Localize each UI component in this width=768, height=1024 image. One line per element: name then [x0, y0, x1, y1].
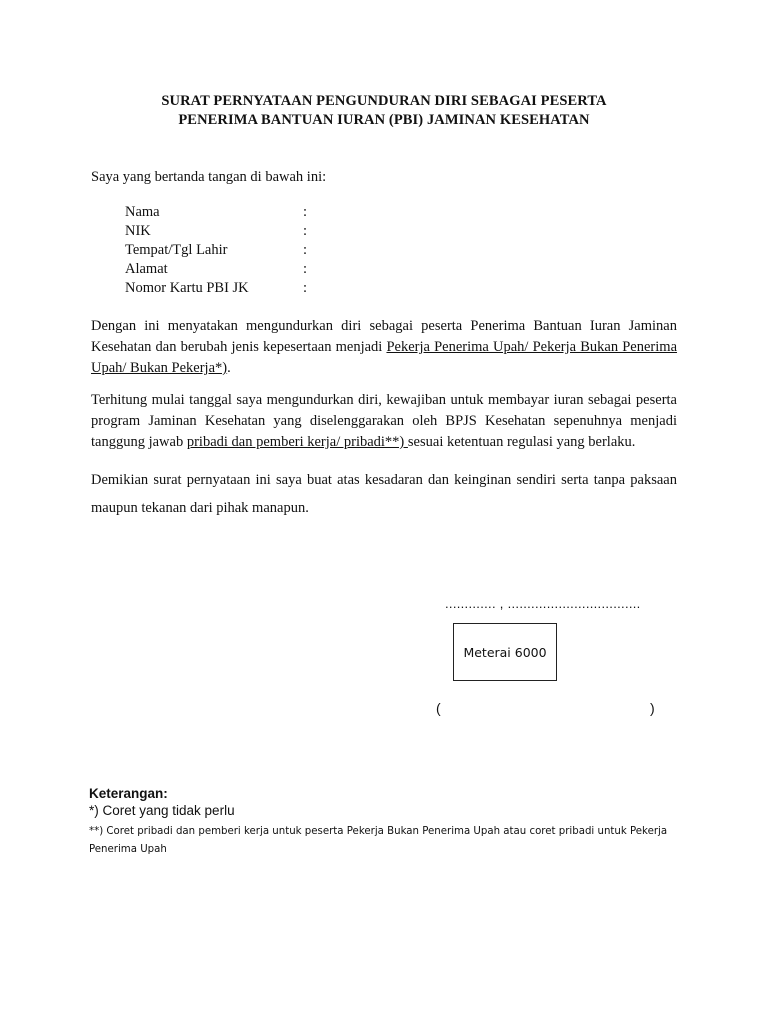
field-label: NIK — [125, 223, 151, 239]
identity-fields — [125, 204, 325, 299]
underlined-membership-options: Pekerja Penerima Upah/ Pekerja Bukan Penerima Upah/ Bukan Pekerja*) — [91, 339, 678, 376]
document-title-line-1: SURAT PERNYATAAN PENGUNDURAN DIRI SEBAGAI PESERTA — [161, 93, 607, 109]
note-1: *) Coret yang tidak perlu — [89, 803, 235, 818]
field-colon: : — [303, 204, 308, 220]
field-row-nomor-kartu — [125, 280, 325, 299]
field-label: Alamat — [125, 261, 168, 277]
field-row-nama — [125, 204, 325, 223]
paragraph-text: . — [227, 360, 231, 376]
field-colon: : — [303, 280, 308, 296]
field-label: Nomor Kartu PBI JK — [125, 280, 249, 296]
paragraph-obligation — [91, 390, 677, 453]
field-label: Tempat/Tgl Lahir — [125, 242, 228, 258]
field-row-tempat-tgl-lahir — [125, 242, 325, 261]
field-colon: : — [303, 242, 308, 258]
paragraph-text: Dengan ini menyatakan mengundurkan diri sebagai peserta Penerima Bantuan Iuran Jaminan Kesehatan dan berubah jenis kepesertaan menjadi — [91, 318, 677, 355]
paragraph-closing: Demikian surat pernyataan ini saya buat atas kesadaran dan keinginan sendiri serta tanpa paksaan maupun tekanan dari pihak manapun. — [91, 472, 677, 516]
intro-text: Saya yang bertanda tangan di bawah ini: — [91, 169, 327, 185]
field-colon: : — [303, 223, 308, 239]
stamp-label: Meterai 6000 — [463, 644, 547, 660]
notes-title: Keterangan: — [89, 786, 168, 801]
field-row-alamat — [125, 261, 325, 280]
signature-paren-open: ( — [436, 700, 441, 716]
paragraph-text: Terhitung mulai tanggal saya mengundurkan diri, kewajiban untuk membayar iuran sebagai peserta program Jaminan Kesehatan yang diselenggarakan oleh BPJS Kesehatan sepenuhnya menjadi tanggung jawab — [91, 392, 677, 450]
stamp-box — [453, 623, 557, 681]
note-2: **) Coret pribadi dan pemberi kerja untuk peserta Pekerja Bukan Penerima Upah atau coret pribadi untuk Pekerja Penerima Upah — [89, 826, 668, 855]
field-colon: : — [303, 261, 308, 277]
document-title-line-2: PENERIMA BANTUAN IURAN (PBI) JAMINAN KESEHATAN — [178, 112, 590, 128]
place-date-line: ............. , .................................. — [445, 596, 641, 611]
field-label: Nama — [125, 204, 160, 220]
field-row-nik — [125, 223, 325, 242]
paragraph-text: sesuai ketentuan regulasi yang berlaku. — [407, 434, 636, 450]
underlined-payer-options: pribadi dan pemberi kerja/ pribadi**) — [186, 434, 408, 450]
signature-paren-close: ) — [650, 700, 655, 716]
paragraph-statement — [91, 316, 677, 379]
